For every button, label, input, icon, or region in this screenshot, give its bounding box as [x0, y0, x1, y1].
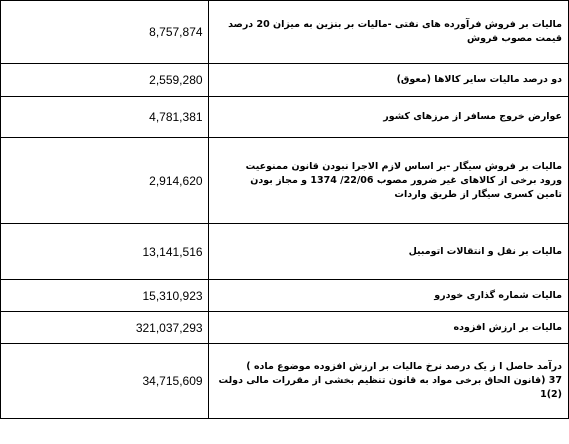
description-cell	[208, 344, 568, 419]
description-line: مالیات بر ارزش افزوده	[453, 321, 562, 333]
description-cell	[208, 1, 568, 64]
description-line: تامین کسری سیگار از طریق واردات	[394, 188, 562, 200]
description-line: قیمت مصوب فروش	[466, 33, 562, 44]
description-cell	[208, 138, 568, 224]
table-row	[1, 97, 569, 138]
description-line: درآمد حاصل ا ز یک درصد نرخ مالیات بر ارزش افزوده موضوع ماده )	[246, 361, 562, 372]
description-cell	[208, 312, 568, 344]
amount-cell: 8,757,874	[1, 1, 209, 64]
table-row	[1, 224, 569, 280]
description-line: عوارض خروج مسافر از مرزهای کشور	[383, 111, 562, 122]
description-line: مالیات بر نقل و انتقالات اتومبیل	[408, 245, 562, 257]
amount-cell: 321,037,293	[1, 312, 209, 344]
table-row	[1, 64, 569, 97]
amount-cell: 15,310,923	[1, 280, 209, 312]
description-cell	[208, 97, 568, 138]
description-line: 37 (قانون الحاق برخی مواد به قانون تنظیم بخشی از مقررات مالی دولت	[218, 375, 562, 386]
table-row	[1, 138, 569, 224]
description-line: مالیات شماره گذاری خودرو	[434, 289, 562, 301]
table-row	[1, 1, 569, 64]
description-cell	[208, 64, 568, 97]
amount-cell: 13,141,516	[1, 224, 209, 280]
description-cell	[208, 280, 568, 312]
description-line: (2)1	[540, 389, 562, 400]
description-line: مالیات بر فروش فرآورده های نفتی -مالیات بر بنزین به میزان 20 درصد	[228, 19, 562, 30]
description-line: مالیات بر فروش سیگار -بر اساس لازم الاجرا نبودن قانون ممنوعیت	[245, 160, 562, 172]
amount-cell: 4,781,381	[1, 97, 209, 138]
table-row	[1, 280, 569, 312]
table-row	[1, 312, 569, 344]
description-cell	[208, 224, 568, 280]
description-line: ورود برخی از کالاهای غیر ضرور مصوب 22/06/ 1374 و مجاز بودن	[250, 174, 562, 186]
amount-cell: 2,559,280	[1, 64, 209, 97]
description-line: دو درصد مالیات سایر کالاها (معوق)	[396, 74, 562, 85]
amount-cell: 2,914,620	[1, 138, 209, 224]
amount-cell: 34,715,609	[1, 344, 209, 419]
table-row	[1, 344, 569, 419]
